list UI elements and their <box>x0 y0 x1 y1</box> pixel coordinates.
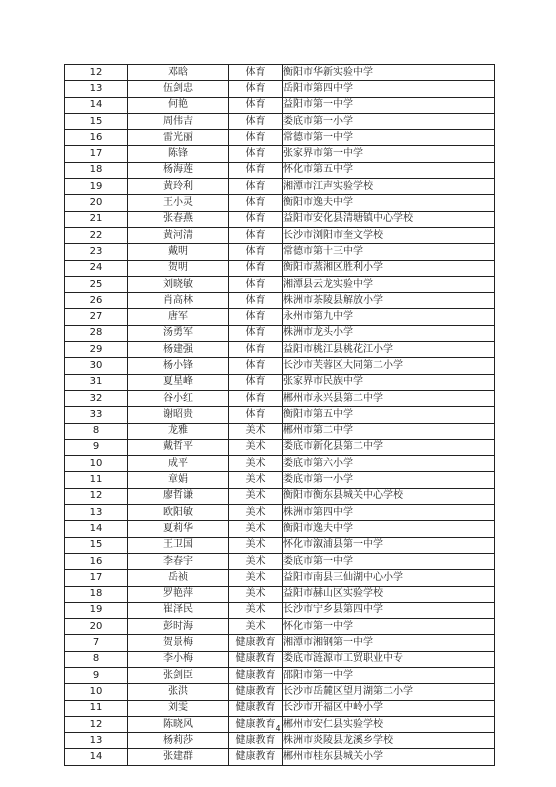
row-number-cell: 13 <box>65 505 128 521</box>
table-row <box>65 684 495 700</box>
row-number-cell: 32 <box>65 390 128 406</box>
school-cell: 益阳市安化县清塘镇中心学校 <box>283 211 495 227</box>
row-number-cell: 16 <box>65 553 128 569</box>
subject-cell: 健康教育 <box>229 700 283 716</box>
name-cell: 张洪 <box>128 684 229 700</box>
name-cell: 欧阳敏 <box>128 505 229 521</box>
table-row <box>65 407 495 423</box>
row-number-cell: 26 <box>65 293 128 309</box>
name-cell: 张春燕 <box>128 211 229 227</box>
table-row <box>65 97 495 113</box>
table-row <box>65 602 495 618</box>
subject-cell: 美术 <box>229 586 283 602</box>
name-cell: 戴哲平 <box>128 439 229 455</box>
name-cell: 雷光丽 <box>128 130 229 146</box>
name-cell: 黄河清 <box>128 227 229 243</box>
row-number-cell: 14 <box>65 521 128 537</box>
subject-cell: 体育 <box>229 65 283 81</box>
subject-cell: 体育 <box>229 81 283 97</box>
name-cell: 王卫国 <box>128 537 229 553</box>
school-cell: 长沙市芙蓉区大同第二小学 <box>283 358 495 374</box>
name-cell: 戴明 <box>128 244 229 260</box>
school-cell: 益阳市赫山区实验学校 <box>283 586 495 602</box>
table-row <box>65 244 495 260</box>
row-number-cell: 14 <box>65 97 128 113</box>
name-cell: 刘雯 <box>128 700 229 716</box>
subject-cell: 体育 <box>229 342 283 358</box>
subject-cell: 体育 <box>229 244 283 260</box>
school-cell: 岳阳市第四中学 <box>283 81 495 97</box>
row-number-cell: 7 <box>65 635 128 651</box>
table-row <box>65 553 495 569</box>
subject-cell: 体育 <box>229 276 283 292</box>
school-cell: 张家界市民族中学 <box>283 374 495 390</box>
row-number-cell: 11 <box>65 700 128 716</box>
school-cell: 衡阳市华新实验中学 <box>283 65 495 81</box>
school-cell: 娄底市第六小学 <box>283 456 495 472</box>
school-cell: 长沙市宁乡县第四中学 <box>283 602 495 618</box>
table-row <box>65 586 495 602</box>
row-number-cell: 18 <box>65 586 128 602</box>
page-number: 4 <box>275 724 281 733</box>
subject-cell: 体育 <box>229 293 283 309</box>
row-number-cell: 15 <box>65 113 128 129</box>
table-row <box>65 570 495 586</box>
table-row <box>65 358 495 374</box>
name-cell: 罗艳萍 <box>128 586 229 602</box>
school-cell: 株洲市第四中学 <box>283 505 495 521</box>
school-cell: 株洲市龙头小学 <box>283 325 495 341</box>
subject-cell: 健康教育 <box>229 749 283 765</box>
school-cell: 娄底市第一中学 <box>283 553 495 569</box>
name-cell: 崔泽民 <box>128 602 229 618</box>
school-cell: 衡阳市逸夫中学 <box>283 521 495 537</box>
row-number-cell: 12 <box>65 716 128 732</box>
school-cell: 娄底市新化县第二中学 <box>283 439 495 455</box>
table-row <box>65 113 495 129</box>
subject-cell: 健康教育 <box>229 651 283 667</box>
name-cell: 黄玲利 <box>128 179 229 195</box>
table-row <box>65 619 495 635</box>
table-row <box>65 423 495 439</box>
row-number-cell: 15 <box>65 537 128 553</box>
name-cell: 陈锋 <box>128 146 229 162</box>
name-cell: 邓晗 <box>128 65 229 81</box>
school-cell: 长沙市开福区中岭小学 <box>283 700 495 716</box>
name-cell: 王小灵 <box>128 195 229 211</box>
school-cell: 邵阳市第一中学 <box>283 667 495 683</box>
school-cell: 株洲市茶陵县解放小学 <box>283 293 495 309</box>
subject-cell: 体育 <box>229 374 283 390</box>
row-number-cell: 19 <box>65 179 128 195</box>
name-cell: 张建群 <box>128 749 229 765</box>
table-row <box>65 162 495 178</box>
subject-cell: 体育 <box>229 97 283 113</box>
school-cell: 衡阳市逸夫中学 <box>283 195 495 211</box>
subject-cell: 美术 <box>229 537 283 553</box>
table-row <box>65 667 495 683</box>
table-row <box>65 179 495 195</box>
school-cell: 长沙市浏阳市奎文学校 <box>283 227 495 243</box>
name-cell: 何艳 <box>128 97 229 113</box>
subject-cell: 体育 <box>229 179 283 195</box>
school-cell: 娄底市第一小学 <box>283 113 495 129</box>
row-number-cell: 21 <box>65 211 128 227</box>
school-cell: 湘潭市江声实验学校 <box>283 179 495 195</box>
row-number-cell: 19 <box>65 602 128 618</box>
row-number-cell: 10 <box>65 456 128 472</box>
school-cell: 郴州市永兴县第二中学 <box>283 390 495 406</box>
school-cell: 常德市第十三中学 <box>283 244 495 260</box>
name-cell: 张剑臣 <box>128 667 229 683</box>
row-number-cell: 29 <box>65 342 128 358</box>
school-cell: 常德市第一中学 <box>283 130 495 146</box>
table-row <box>65 439 495 455</box>
row-number-cell: 20 <box>65 619 128 635</box>
subject-cell: 美术 <box>229 619 283 635</box>
name-cell: 周伟吉 <box>128 113 229 129</box>
school-cell: 衡阳市第五中学 <box>283 407 495 423</box>
row-number-cell: 13 <box>65 81 128 97</box>
name-cell: 岳祯 <box>128 570 229 586</box>
row-number-cell: 31 <box>65 374 128 390</box>
name-cell: 谢昭贵 <box>128 407 229 423</box>
name-cell: 贺明 <box>128 260 229 276</box>
row-number-cell: 27 <box>65 309 128 325</box>
table-row <box>65 635 495 651</box>
row-number-cell: 33 <box>65 407 128 423</box>
name-cell: 杨莉莎 <box>128 733 229 749</box>
school-cell: 湘潭市湘钢第一中学 <box>283 635 495 651</box>
school-cell: 怀化市溆浦县第一中学 <box>283 537 495 553</box>
school-cell: 长沙市岳麓区望月湖第二小学 <box>283 684 495 700</box>
name-cell: 夏莉华 <box>128 521 229 537</box>
table-row <box>65 521 495 537</box>
school-cell: 郴州市安仁县实验学校 <box>283 716 495 732</box>
table-row <box>65 309 495 325</box>
name-cell: 谷小红 <box>128 390 229 406</box>
subject-cell: 健康教育 <box>229 635 283 651</box>
name-cell: 唐军 <box>128 309 229 325</box>
subject-cell: 美术 <box>229 439 283 455</box>
name-cell: 汤勇军 <box>128 325 229 341</box>
table-row <box>65 211 495 227</box>
row-number-cell: 12 <box>65 65 128 81</box>
school-cell: 湘潭县云龙实验中学 <box>283 276 495 292</box>
subject-cell: 体育 <box>229 195 283 211</box>
name-cell: 彭时海 <box>128 619 229 635</box>
row-number-cell: 10 <box>65 684 128 700</box>
row-number-cell: 13 <box>65 733 128 749</box>
name-cell: 成平 <box>128 456 229 472</box>
table-row <box>65 293 495 309</box>
roster-table <box>64 64 495 766</box>
table-row <box>65 537 495 553</box>
name-cell: 贺景梅 <box>128 635 229 651</box>
roster-table-body <box>65 65 495 766</box>
row-number-cell: 8 <box>65 423 128 439</box>
school-cell: 衡阳市蒸湘区胜利小学 <box>283 260 495 276</box>
table-row <box>65 65 495 81</box>
name-cell: 夏星峰 <box>128 374 229 390</box>
school-cell: 娄底市第一小学 <box>283 472 495 488</box>
subject-cell: 美术 <box>229 456 283 472</box>
school-cell: 怀化市第五中学 <box>283 162 495 178</box>
name-cell: 杨建强 <box>128 342 229 358</box>
row-number-cell: 24 <box>65 260 128 276</box>
subject-cell: 美术 <box>229 570 283 586</box>
row-number-cell: 14 <box>65 749 128 765</box>
row-number-cell: 12 <box>65 488 128 504</box>
subject-cell: 体育 <box>229 390 283 406</box>
school-cell: 郴州市第二中学 <box>283 423 495 439</box>
row-number-cell: 16 <box>65 130 128 146</box>
table-row <box>65 505 495 521</box>
table-row <box>65 342 495 358</box>
school-cell: 娄底市涟源市工贸职业中专 <box>283 651 495 667</box>
table-row <box>65 227 495 243</box>
table-row <box>65 276 495 292</box>
name-cell: 李春宇 <box>128 553 229 569</box>
table-row <box>65 260 495 276</box>
name-cell: 龙雅 <box>128 423 229 439</box>
subject-cell: 体育 <box>229 162 283 178</box>
row-number-cell: 17 <box>65 146 128 162</box>
subject-cell: 健康教育 <box>229 684 283 700</box>
subject-cell: 体育 <box>229 227 283 243</box>
school-cell: 张家界市第一中学 <box>283 146 495 162</box>
subject-cell: 美术 <box>229 423 283 439</box>
row-number-cell: 18 <box>65 162 128 178</box>
row-number-cell: 11 <box>65 472 128 488</box>
row-number-cell: 25 <box>65 276 128 292</box>
table-row <box>65 488 495 504</box>
row-number-cell: 9 <box>65 439 128 455</box>
name-cell: 杨小锋 <box>128 358 229 374</box>
table-row <box>65 390 495 406</box>
table-row <box>65 651 495 667</box>
name-cell: 陈晓风 <box>128 716 229 732</box>
table-row <box>65 700 495 716</box>
subject-cell: 体育 <box>229 146 283 162</box>
subject-cell: 美术 <box>229 553 283 569</box>
subject-cell: 美术 <box>229 521 283 537</box>
row-number-cell: 9 <box>65 667 128 683</box>
subject-cell: 健康教育 <box>229 667 283 683</box>
school-cell: 怀化市第一中学 <box>283 619 495 635</box>
subject-cell: 体育 <box>229 260 283 276</box>
table-row <box>65 325 495 341</box>
subject-cell: 美术 <box>229 505 283 521</box>
subject-cell: 体育 <box>229 113 283 129</box>
name-cell: 刘晓敏 <box>128 276 229 292</box>
row-number-cell: 20 <box>65 195 128 211</box>
row-number-cell: 22 <box>65 227 128 243</box>
subject-cell: 体育 <box>229 130 283 146</box>
school-cell: 益阳市桃江县桃花江小学 <box>283 342 495 358</box>
name-cell: 章娟 <box>128 472 229 488</box>
subject-cell: 体育 <box>229 407 283 423</box>
row-number-cell: 23 <box>65 244 128 260</box>
table-row <box>65 195 495 211</box>
table-row <box>65 146 495 162</box>
row-number-cell: 30 <box>65 358 128 374</box>
subject-cell: 体育 <box>229 358 283 374</box>
school-cell: 永州市第九中学 <box>283 309 495 325</box>
table-row <box>65 81 495 97</box>
school-cell: 株洲市炎陵县龙溪乡学校 <box>283 733 495 749</box>
row-number-cell: 8 <box>65 651 128 667</box>
name-cell: 李小梅 <box>128 651 229 667</box>
school-cell: 衡阳市衡东县城关中心学校 <box>283 488 495 504</box>
subject-cell: 健康教育 <box>229 716 283 732</box>
subject-cell: 健康教育 <box>229 733 283 749</box>
table-row <box>65 472 495 488</box>
subject-cell: 体育 <box>229 325 283 341</box>
subject-cell: 美术 <box>229 602 283 618</box>
school-cell: 郴州市桂东县城关小学 <box>283 749 495 765</box>
table-row <box>65 749 495 765</box>
school-cell: 益阳市南县三仙湖中心小学 <box>283 570 495 586</box>
table-row <box>65 374 495 390</box>
table-row <box>65 733 495 749</box>
table-row <box>65 456 495 472</box>
name-cell: 伍剑忠 <box>128 81 229 97</box>
school-cell: 益阳市第一中学 <box>283 97 495 113</box>
name-cell: 杨海莲 <box>128 162 229 178</box>
name-cell: 肖高林 <box>128 293 229 309</box>
row-number-cell: 17 <box>65 570 128 586</box>
subject-cell: 体育 <box>229 309 283 325</box>
table-row <box>65 130 495 146</box>
subject-cell: 美术 <box>229 472 283 488</box>
subject-cell: 美术 <box>229 488 283 504</box>
name-cell: 廖哲谦 <box>128 488 229 504</box>
subject-cell: 体育 <box>229 211 283 227</box>
row-number-cell: 28 <box>65 325 128 341</box>
